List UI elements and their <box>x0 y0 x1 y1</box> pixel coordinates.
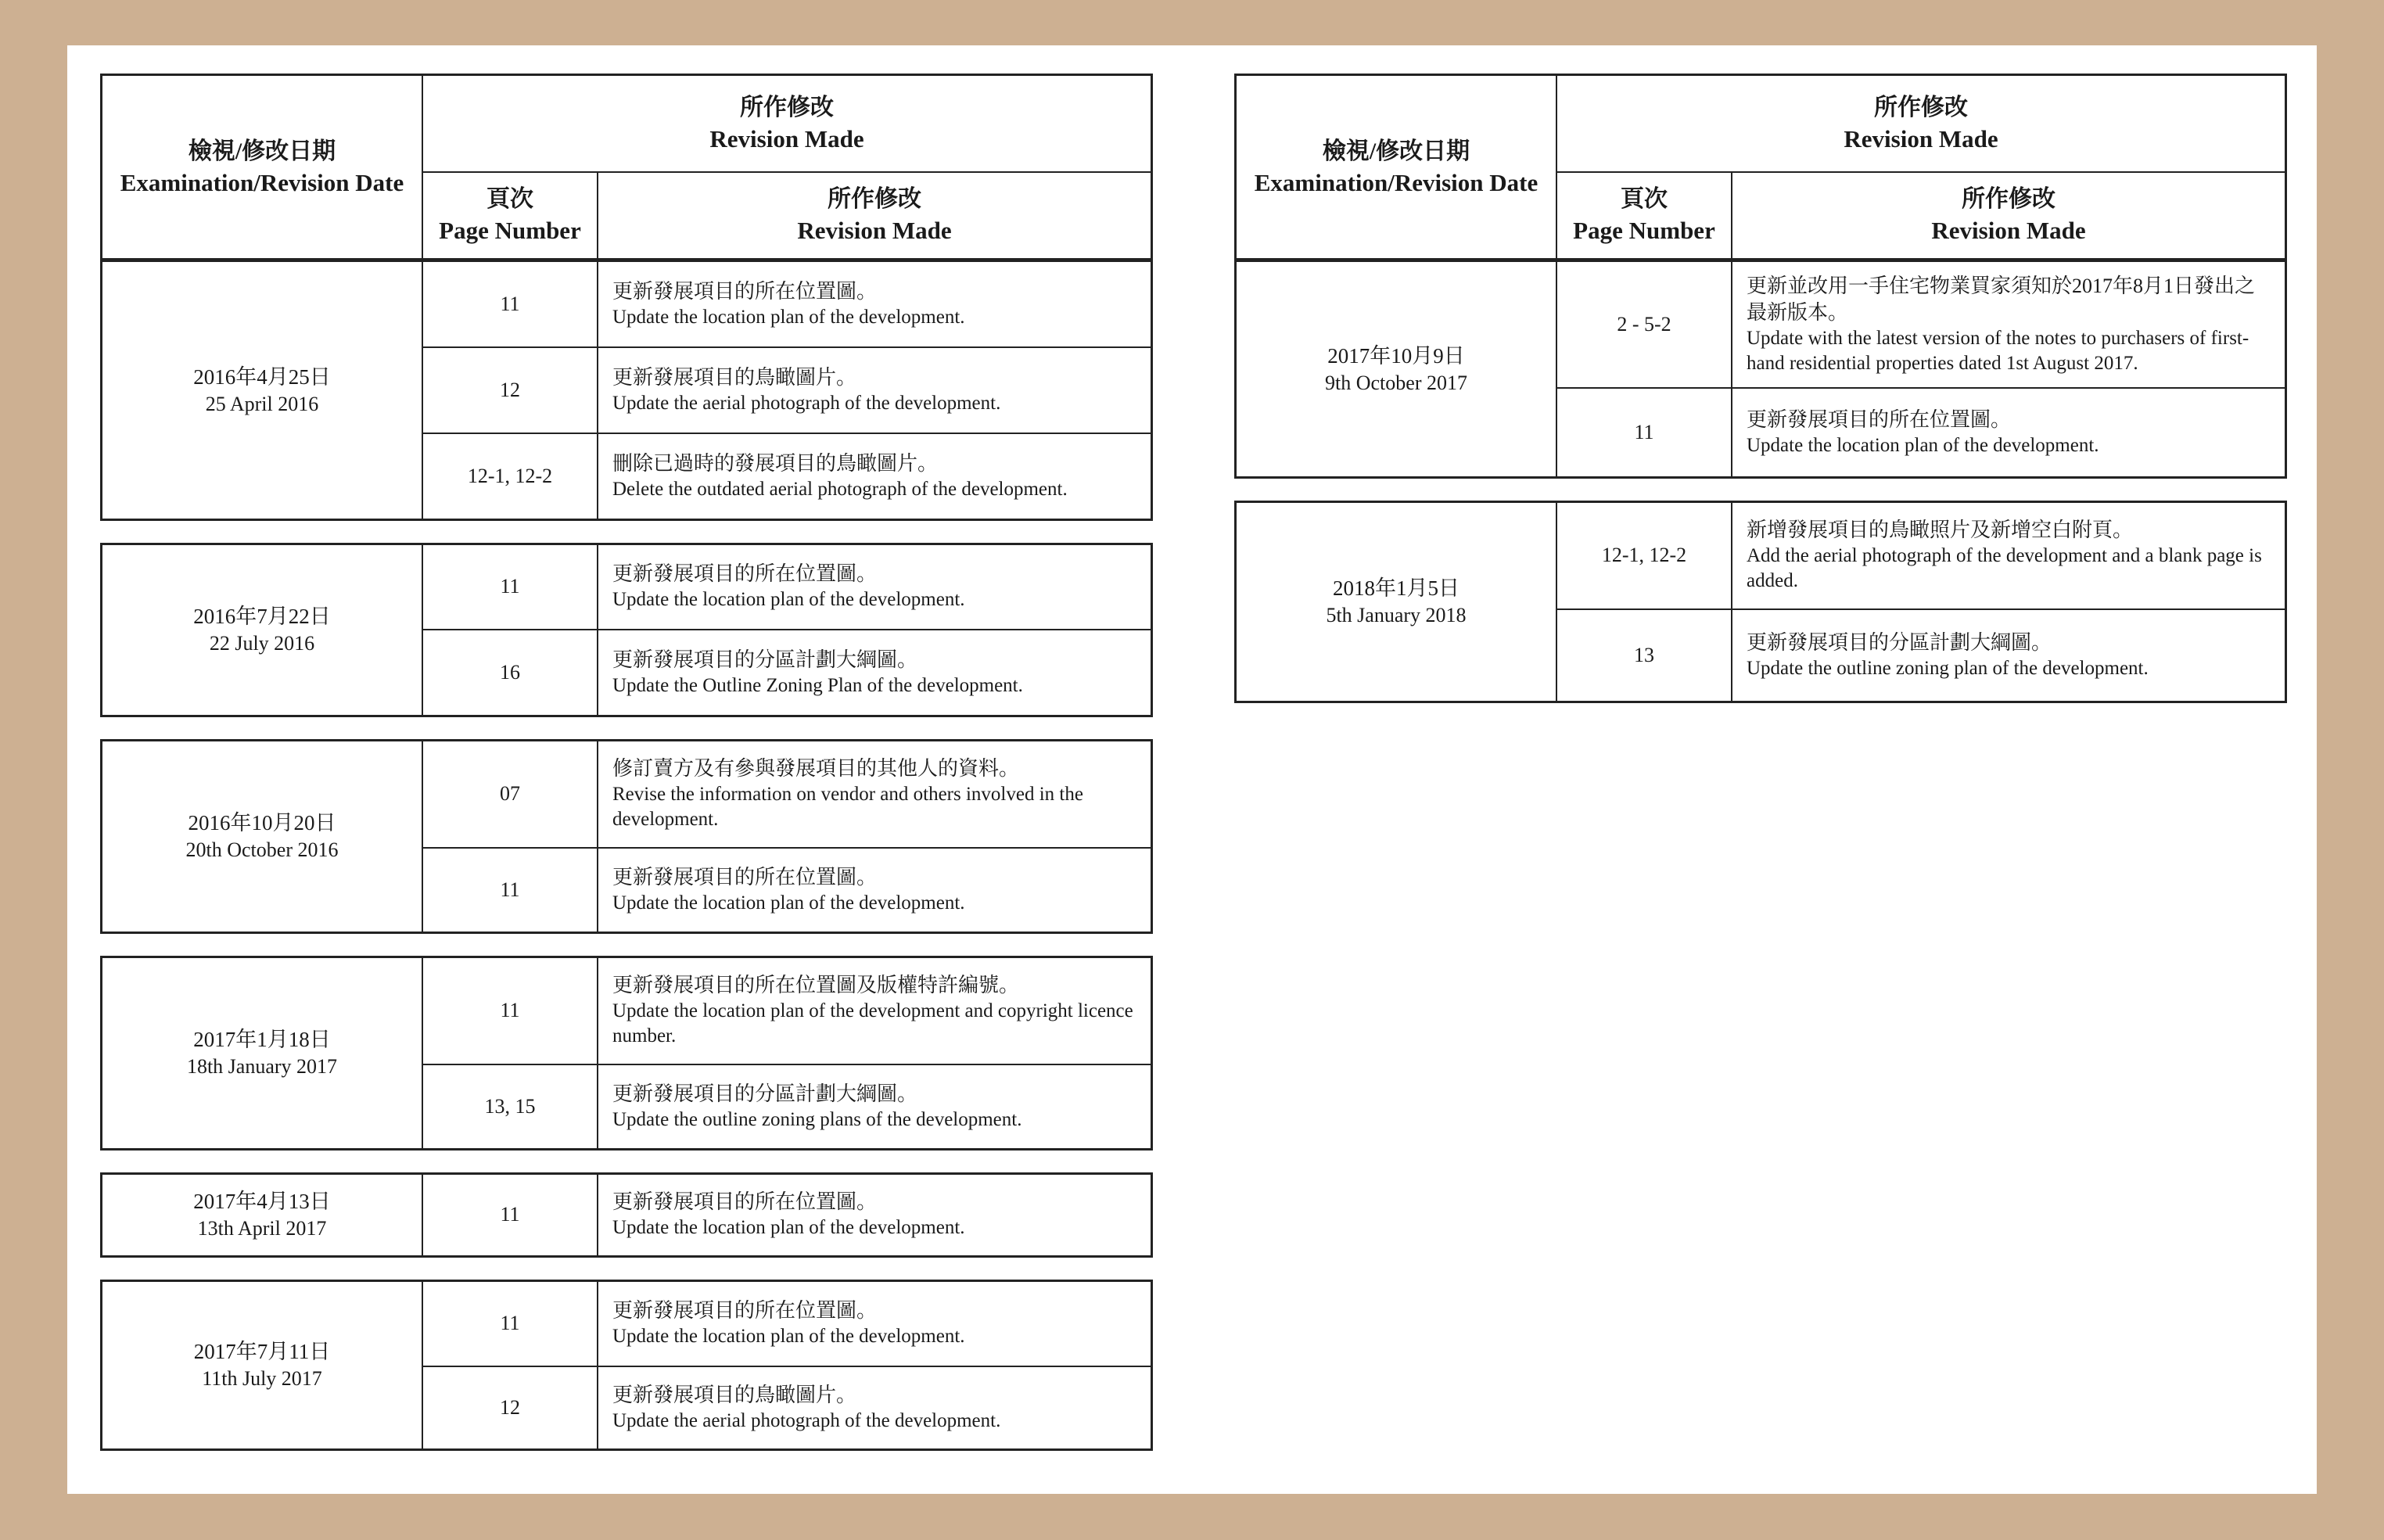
revision-en: Update the location plan of the development. <box>612 1217 965 1238</box>
revision-entry <box>1234 501 2287 703</box>
revision-zh: 修訂賣方及有參與發展項目的其他人的資料。 <box>612 757 1020 781</box>
revision-en: Update the aerial photograph of the development. <box>612 1409 1001 1431</box>
revision-table-right <box>1234 74 2287 703</box>
page-number: 2 - 5-2 <box>1556 261 1732 388</box>
revision-date-zh: 2016年10月20日 <box>188 811 336 835</box>
revision-en: Revise the information on vendor and others involved in the development. <box>612 784 1083 831</box>
revision-entry <box>100 739 1153 934</box>
revision-date <box>102 1280 423 1449</box>
revision-entry <box>1234 260 2287 479</box>
revision-zh: 更新發展項目的所在位置圖。 <box>612 562 878 586</box>
header-date-en: Examination/Revision Date <box>1254 168 1538 196</box>
revision-zh: 更新發展項目的分區計劃大綱圖。 <box>612 1082 918 1105</box>
revision-table-left <box>100 74 1153 1451</box>
revision-date <box>102 544 423 716</box>
revision-en: Update the location plan of the development. <box>612 589 965 611</box>
page-number: 12-1, 12-2 <box>1556 501 1732 609</box>
header-date-en: Examination/Revision Date <box>120 168 404 196</box>
revision-zh: 更新並改用一手住宅物業買家須知於2017年8月1日發出之最新版本。 <box>1747 275 2256 324</box>
header-page-zh: 頁次 <box>1621 186 1668 213</box>
revision-zh: 更新發展項目的所在位置圖。 <box>612 865 878 888</box>
header-page <box>1556 172 1732 260</box>
header-revision-made <box>598 172 1152 260</box>
page-number: 12 <box>422 347 598 433</box>
revision-en: Update the outline zoning plans of the development. <box>612 1108 1022 1130</box>
revision-zh: 更新發展項目的所在位置圖。 <box>612 280 878 303</box>
header-page-en: Page Number <box>1573 217 1715 245</box>
revision-date-zh: 2017年1月18日 <box>193 1028 331 1051</box>
revision-text <box>598 848 1152 932</box>
header-revision-en: Revision Made <box>709 124 864 153</box>
revision-en: Update the Outline Zoning Plan of the development. <box>612 674 1023 696</box>
revision-en: Update the outline zoning plan of the development. <box>1747 657 2149 679</box>
page-number: 12-1, 12-2 <box>422 433 598 519</box>
revision-date-zh: 2016年7月22日 <box>193 605 331 628</box>
revision-date-en: 9th October 2017 <box>1325 371 1467 394</box>
page-number: 13 <box>1556 609 1732 702</box>
header-page <box>422 172 598 260</box>
header-date <box>102 75 423 260</box>
header-revision <box>422 75 1152 172</box>
revision-text <box>598 544 1152 630</box>
revision-zh: 更新發展項目的所在位置圖。 <box>612 1299 878 1323</box>
revision-zh: 更新發展項目的所在位置圖。 <box>1747 407 2012 431</box>
revision-text <box>598 630 1152 716</box>
revision-text <box>1732 388 2286 477</box>
revision-date <box>102 1173 423 1256</box>
header-page-zh: 頁次 <box>486 186 533 213</box>
revision-text <box>598 1173 1152 1256</box>
revision-date <box>102 261 423 519</box>
page-number: 11 <box>1556 388 1732 477</box>
revision-date <box>102 740 423 932</box>
revision-date-en: 13th April 2017 <box>197 1217 327 1240</box>
revision-date-zh: 2018年1月5日 <box>1333 576 1459 600</box>
revision-date-en: 25 April 2016 <box>205 392 319 415</box>
revision-date-en: 20th October 2016 <box>185 838 339 861</box>
revision-text <box>1732 501 2286 609</box>
revision-text <box>598 1064 1152 1149</box>
revision-entry <box>100 956 1153 1151</box>
revision-en: Update the location plan of the development. <box>612 307 965 328</box>
revision-zh: 更新發展項目的分區計劃大綱圖。 <box>612 648 918 671</box>
revision-date-en: 22 July 2016 <box>209 632 315 655</box>
header-revision <box>1556 75 2286 172</box>
header-revision-zh: 所作修改 <box>740 94 834 120</box>
revision-date <box>1236 261 1557 477</box>
revision-text <box>1732 261 2286 388</box>
table-header <box>1234 74 2287 260</box>
page-number: 11 <box>422 848 598 932</box>
page-number: 13, 15 <box>422 1064 598 1149</box>
header-page-en: Page Number <box>439 217 581 245</box>
table-header <box>100 74 1153 260</box>
page-number: 11 <box>422 544 598 630</box>
revision-zh: 更新發展項目的鳥瞰圖片。 <box>612 366 857 389</box>
revision-text <box>598 1366 1152 1449</box>
revision-zh: 更新發展項目的分區計劃大綱圖。 <box>1747 630 2052 654</box>
revision-en: Update the aerial photograph of the development. <box>612 393 1001 414</box>
header-revision-en: Revision Made <box>1844 124 1998 153</box>
revision-date <box>102 957 423 1149</box>
revision-entry <box>100 543 1153 717</box>
revision-date-en: 11th July 2017 <box>202 1367 322 1390</box>
page-number: 11 <box>422 261 598 347</box>
revision-en: Update the location plan of the development and copyright licence number. <box>612 1000 1133 1047</box>
revision-en: Update with the latest version of the notes to purchasers of first-hand residential properties dated 1st August 2017. <box>1747 328 2249 374</box>
revision-entry <box>100 260 1153 521</box>
revision-date-zh: 2017年10月9日 <box>1327 343 1465 368</box>
header-date <box>1236 75 1557 260</box>
revision-text <box>598 433 1152 519</box>
header-date-zh: 檢視/修改日期 <box>188 138 336 164</box>
revision-text <box>598 957 1152 1064</box>
revision-entry <box>100 1172 1153 1258</box>
page-number: 07 <box>422 740 598 848</box>
revision-text <box>1732 609 2286 702</box>
header-revision-made-zh: 所作修改 <box>828 186 921 213</box>
revision-zh: 刪除已過時的發展項目的鳥瞰圖片。 <box>612 451 939 475</box>
revision-en: Update the location plan of the development. <box>612 892 965 914</box>
header-revision-made-en: Revision Made <box>797 217 952 245</box>
page-number: 16 <box>422 630 598 716</box>
revision-text <box>598 347 1152 433</box>
revision-date-zh: 2016年4月25日 <box>193 364 331 389</box>
revision-zh: 更新發展項目的鳥瞰圖片。 <box>612 1383 857 1406</box>
header-revision-made <box>1732 172 2286 260</box>
revision-date-zh: 2017年4月13日 <box>193 1190 331 1213</box>
revision-text <box>598 261 1152 347</box>
revision-en: Add the aerial photograph of the development and a blank page is added. <box>1747 545 2262 592</box>
revision-en: Update the location plan of the development. <box>1747 434 2099 456</box>
header-revision-made-en: Revision Made <box>1931 217 2086 245</box>
page-number: 12 <box>422 1366 598 1449</box>
header-date-zh: 檢視/修改日期 <box>1322 138 1470 164</box>
revision-en: Update the location plan of the development. <box>612 1326 965 1348</box>
revision-date-en: 18th January 2017 <box>186 1055 338 1078</box>
document-page <box>67 45 2317 1494</box>
revision-zh: 更新發展項目的所在位置圖及版權特許編號。 <box>612 974 1020 997</box>
page-number: 11 <box>422 1173 598 1256</box>
revision-date <box>1236 501 1557 702</box>
revision-date-zh: 2017年7月11日 <box>193 1340 331 1363</box>
revision-date-en: 5th January 2018 <box>1326 604 1467 626</box>
page-number: 11 <box>422 1280 598 1366</box>
revision-text <box>598 1280 1152 1366</box>
revision-text <box>598 740 1152 848</box>
revision-zh: 更新發展項目的所在位置圖。 <box>612 1190 878 1213</box>
revision-entry <box>100 1280 1153 1451</box>
header-revision-zh: 所作修改 <box>1874 94 1968 120</box>
revision-en: Delete the outdated aerial photograph of the development. <box>612 478 1068 500</box>
revision-zh: 新增發展項目的鳥瞰照片及新增空白附頁。 <box>1747 519 2134 542</box>
page-number: 11 <box>422 957 598 1064</box>
header-revision-made-zh: 所作修改 <box>1962 186 2055 213</box>
